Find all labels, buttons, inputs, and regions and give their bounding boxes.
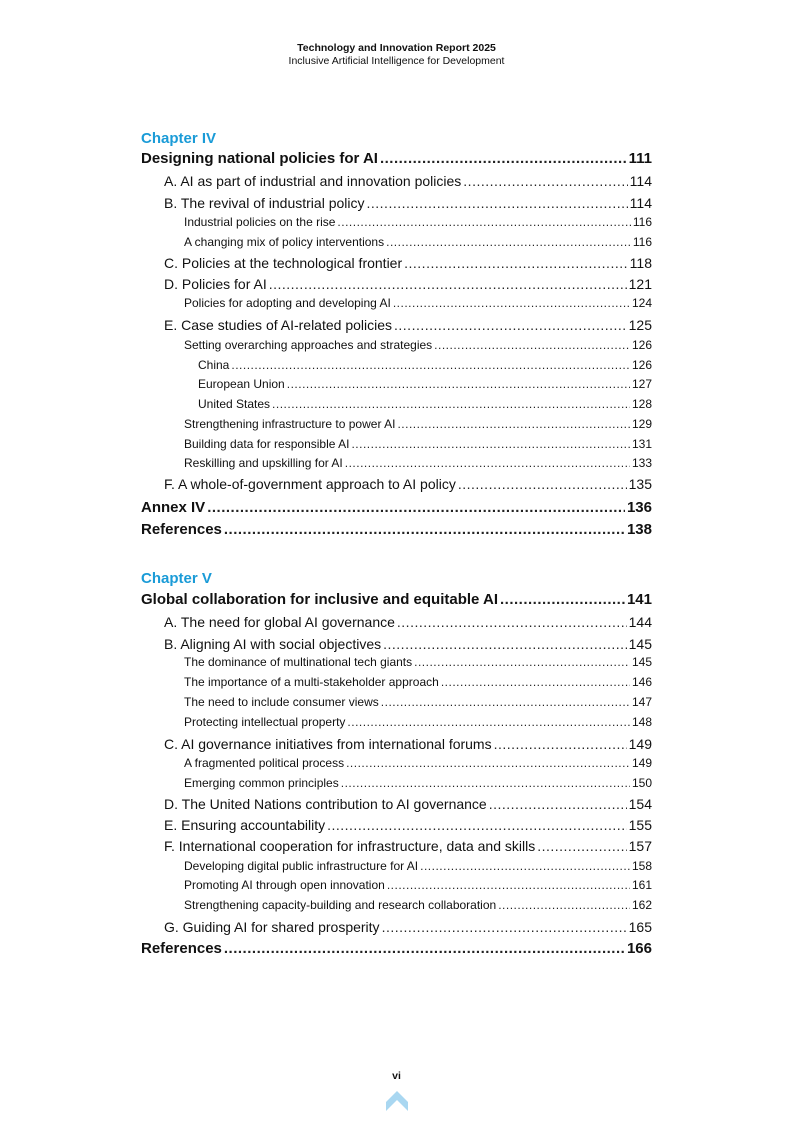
dot-leader: [414, 655, 630, 669]
toc-entry-page: 127: [631, 377, 652, 391]
toc-entry-page: 157: [628, 838, 652, 854]
dot-leader: [272, 397, 630, 411]
toc-entry[interactable]: [141, 499, 652, 516]
dot-leader: [207, 499, 625, 516]
toc-entry-page: 149: [628, 736, 652, 752]
toc-entry-title: Protecting intellectual property: [184, 715, 346, 729]
toc-entry-page: 126: [631, 358, 652, 372]
toc-entry[interactable]: [164, 636, 652, 652]
toc-entry-page: 145: [628, 636, 652, 652]
dot-leader: [367, 195, 628, 211]
up-arrow-icon[interactable]: [385, 1089, 409, 1113]
toc-entry[interactable]: [184, 655, 652, 669]
toc-entry-title: Reskilling and upskilling for AI: [184, 456, 343, 470]
toc-entry-page: 158: [631, 859, 652, 873]
toc-entry-title: E. Ensuring accountability: [164, 817, 326, 833]
toc-entry-title: China: [198, 358, 230, 372]
chapter-v-heading: Chapter V: [141, 570, 212, 587]
toc-entry-title: Emerging common principles: [184, 776, 339, 790]
toc-entry[interactable]: [184, 878, 652, 892]
toc-entry[interactable]: [164, 736, 652, 752]
toc-entry-title: The importance of a multi-stakeholder approach: [184, 675, 439, 689]
toc-entry[interactable]: [184, 675, 652, 689]
toc-entry-title: References: [141, 940, 222, 957]
toc-entry-page: 150: [631, 776, 652, 790]
toc-entry-page: 155: [628, 817, 652, 833]
toc-entry-title: The need to include consumer views: [184, 695, 379, 709]
toc-entry[interactable]: [184, 296, 652, 310]
dot-leader: [463, 173, 627, 189]
dot-leader: [287, 377, 630, 391]
dot-leader: [394, 317, 627, 333]
toc-entry-title: D. The United Nations contribution to AI governance: [164, 796, 487, 812]
dot-leader: [347, 715, 630, 729]
toc-entry[interactable]: [164, 919, 652, 935]
toc-entry-title: Strengthening infrastructure to power AI: [184, 417, 396, 431]
toc-entry-page: 138: [626, 521, 652, 538]
page-number: vi: [392, 1070, 401, 1082]
toc-entry-title: B. Aligning AI with social objectives: [164, 636, 382, 652]
toc-entry-page: 129: [631, 417, 652, 431]
toc-entry-page: 128: [631, 397, 652, 411]
toc-entry-page: 118: [629, 255, 652, 271]
toc-entry[interactable]: [184, 859, 652, 873]
toc-entry-title: Developing digital public infrastructure for AI: [184, 859, 419, 873]
toc-entry[interactable]: [164, 255, 652, 271]
toc-entry-title: European Union: [198, 377, 285, 391]
toc-entry-title: References: [141, 521, 222, 538]
dot-leader: [441, 675, 630, 689]
toc-entry-title: G. Guiding AI for shared prosperity: [164, 919, 380, 935]
toc-entry-title: Annex IV: [141, 499, 206, 516]
toc-entry[interactable]: [184, 235, 652, 249]
toc-entry[interactable]: [184, 437, 652, 451]
toc-entry-title: A fragmented political process: [184, 756, 345, 770]
toc-entry-page: 161: [631, 878, 652, 892]
toc-entry-title: B. The revival of industrial policy: [164, 195, 365, 211]
toc-entry-page: 136: [626, 499, 652, 516]
toc-entry[interactable]: [184, 215, 652, 229]
dot-leader: [231, 358, 630, 372]
toc-entry-title: Global collaboration for inclusive and equitable AI: [141, 591, 498, 608]
toc-entry[interactable]: [164, 614, 652, 630]
toc-entry-page: 131: [631, 437, 652, 451]
toc-entry[interactable]: [184, 456, 652, 470]
report-subtitle: Inclusive Artificial Intelligence for Development: [288, 55, 505, 67]
toc-entry-page: 149: [631, 756, 652, 770]
dot-leader: [337, 215, 630, 229]
toc-entry[interactable]: [198, 358, 652, 372]
toc-entry-page: 135: [628, 476, 652, 492]
toc-entry[interactable]: [184, 715, 652, 729]
toc-entry[interactable]: [198, 397, 652, 411]
report-title: Technology and Innovation Report 2025: [297, 42, 496, 54]
toc-entry[interactable]: [164, 817, 652, 833]
dot-leader: [393, 296, 630, 310]
toc-entry-title: C. AI governance initiatives from international forums: [164, 736, 492, 752]
toc-entry-page: 166: [626, 940, 652, 957]
running-header: [0, 42, 793, 68]
toc-entry[interactable]: [164, 276, 652, 292]
dot-leader: [494, 736, 627, 752]
toc-entry[interactable]: [164, 173, 652, 189]
dot-leader: [224, 521, 625, 538]
toc-entry-page: 114: [629, 173, 652, 189]
dot-leader: [351, 437, 630, 451]
toc-entry-page: 165: [628, 919, 652, 935]
dot-leader: [327, 817, 627, 833]
toc-entry[interactable]: [141, 521, 652, 538]
dot-leader: [383, 636, 627, 652]
toc-entry-title: E. Case studies of AI-related policies: [164, 317, 393, 333]
chapter-iv-heading: Chapter IV: [141, 130, 217, 147]
toc-entry-page: 116: [632, 215, 652, 229]
toc-entry-page: 144: [628, 614, 652, 630]
toc-entry-page: 148: [631, 715, 652, 729]
toc-entry-title: Industrial policies on the rise: [184, 215, 336, 229]
dot-leader: [386, 235, 631, 249]
toc-entry-page: 125: [628, 317, 652, 333]
toc-entry-title: Building data for responsible AI: [184, 437, 350, 451]
dot-leader: [381, 695, 630, 709]
toc-entry-page: 162: [631, 898, 652, 912]
toc-entry[interactable]: [184, 695, 652, 709]
dot-leader: [397, 614, 627, 630]
toc-entry-title: United States: [198, 397, 271, 411]
toc-entry-title: Strengthening capacity-building and research collaboration: [184, 898, 497, 912]
dot-leader: [341, 776, 630, 790]
toc-entry-title: Policies for adopting and developing AI: [184, 296, 391, 310]
toc-entry-page: 154: [628, 796, 652, 812]
toc-entry[interactable]: [184, 776, 652, 790]
toc-entry-title: F. A whole-of-government approach to AI policy: [164, 476, 456, 492]
dot-leader: [500, 591, 625, 608]
toc-entry-page: 146: [631, 675, 652, 689]
toc-entry-page: 121: [628, 276, 652, 292]
toc-entry-title: D. Policies for AI: [164, 276, 267, 292]
toc-entry-page: 124: [631, 296, 652, 310]
dot-leader: [434, 338, 630, 352]
toc-entry[interactable]: [184, 898, 652, 912]
dot-leader: [269, 276, 627, 292]
dot-leader: [346, 756, 630, 770]
toc-entry-title: A. The need for global AI governance: [164, 614, 395, 630]
dot-leader: [380, 150, 627, 167]
toc-entry-title: Setting overarching approaches and strategies: [184, 338, 433, 352]
toc-entry[interactable]: [164, 796, 652, 812]
toc-entry-title: Designing national policies for AI: [141, 150, 378, 167]
dot-leader: [224, 940, 625, 957]
dot-leader: [397, 417, 630, 431]
dot-leader: [387, 878, 630, 892]
toc-entry-page: 114: [629, 195, 652, 211]
dot-leader: [420, 859, 630, 873]
toc-entry-page: 133: [631, 456, 652, 470]
toc-entry[interactable]: [198, 377, 652, 391]
toc-entry-page: 126: [631, 338, 652, 352]
dot-leader: [498, 898, 630, 912]
dot-leader: [404, 255, 628, 271]
dot-leader: [382, 919, 627, 935]
dot-leader: [345, 456, 630, 470]
toc-entry[interactable]: [141, 940, 652, 957]
toc-entry-page: 147: [631, 695, 652, 709]
toc-entry-page: 141: [626, 591, 652, 608]
toc-entry-title: The dominance of multinational tech giants: [184, 655, 413, 669]
toc-entry-page: 116: [632, 235, 652, 249]
toc-entry[interactable]: [164, 838, 652, 854]
dot-leader: [537, 838, 626, 854]
toc-entry[interactable]: [184, 756, 652, 770]
toc-entry[interactable]: [164, 317, 652, 333]
toc-entry[interactable]: [164, 476, 652, 492]
dot-leader: [489, 796, 627, 812]
toc-entry[interactable]: [141, 591, 652, 608]
toc-entry-page: 111: [628, 150, 652, 167]
dot-leader: [458, 476, 627, 492]
toc-entry[interactable]: [164, 195, 652, 211]
toc-entry-title: A. AI as part of industrial and innovation policies: [164, 173, 462, 189]
toc-entry[interactable]: [184, 417, 652, 431]
toc-entry-title: C. Policies at the technological frontier: [164, 255, 403, 271]
toc-entry[interactable]: [184, 338, 652, 352]
toc-entry-title: Promoting AI through open innovation: [184, 878, 385, 892]
toc-entry-title: F. International cooperation for infrastructure, data and skills: [164, 838, 536, 854]
toc-entry[interactable]: [141, 150, 652, 167]
toc-entry-page: 145: [631, 655, 652, 669]
toc-entry-title: A changing mix of policy interventions: [184, 235, 385, 249]
